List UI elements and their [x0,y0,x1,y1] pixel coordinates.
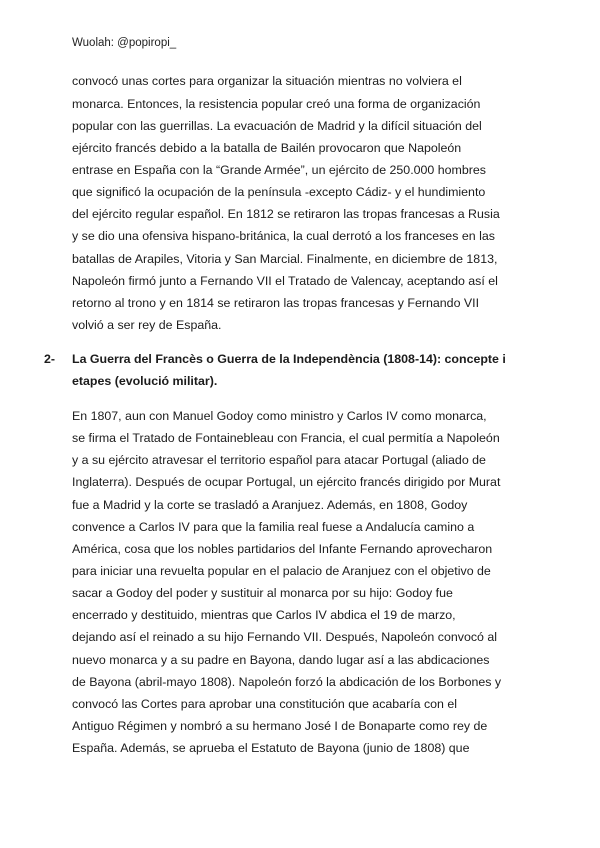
text-line: volvió a ser rey de España. [72,318,222,332]
text-line: se firma el Tratado de Fontainebleau con Francia, el cual permitía a Napoleón [72,431,500,445]
text-line: nuevo monarca y a su padre en Bayona, dando lugar así a las abdicaciones [72,653,490,667]
watermark: Wuolah: @popiropi_ [72,37,177,49]
text-line: para iniciar una revuelta popular en el palacio de Aranjuez con el objetivo de [72,564,491,578]
text-line: Antiguo Régimen y nombró a su hermano José I de Bonaparte como rey de [72,719,488,733]
text-line: En 1807, aun con Manuel Godoy como ministro y Carlos IV como monarca, [72,409,487,423]
text-line: que significó la ocupación de la península -excepto Cádiz- y el hundimiento [72,185,486,199]
text-line: entrase en España con la “Grande Armée”, un ejército de 250.000 hombres [72,163,486,177]
section-heading [44,352,506,366]
text-line: fue a Madrid y la corte se trasladó a Aranjuez. Además, en 1808, Godoy [72,498,468,512]
section-title-continued: etapes (evolució militar). [72,374,218,388]
text-line: sacar a Godoy del poder y sustituir al monarca por su hijo: Godoy fue [72,586,453,600]
text-line: monarca. Entonces, la resistencia popular creó una forma de organización [72,97,481,111]
text-line: convence a Carlos IV para que la familia real fuese a Andalucía camino a [72,520,475,534]
text-line: y se dio una ofensiva hispano-británica, la cual derrotó a los franceses en las [72,229,495,243]
text-line: de Bayona (abril-mayo 1808). Napoleón forzó la abdicación de los Borbones y [72,675,502,689]
section-number: 2- [44,352,56,366]
text-line: convocó unas cortes para organizar la situación mientras no volviera el [72,74,462,88]
text-line: encerrado y destituido, mientras que Carlos IV abdica el 19 de marzo, [72,608,456,622]
text-line: retorno al trono y en 1814 se retiraron las tropas francesas y Fernando VII [72,296,480,310]
text-line: Napoleón firmó junto a Fernando VII el Tratado de Valencay, aceptando así el [72,274,498,288]
text-line: popular con las guerrillas. La evacuación de Madrid y la difícil situación del [72,119,482,133]
text-line: del ejército regular español. En 1812 se retiraron las tropas francesas a Rusia [72,207,500,221]
text-line: batallas de Arapiles, Vitoria y San Marcial. Finalmente, en diciembre de 1813, [72,252,498,266]
text-line: dejando así el reinado a su hijo Fernando VII. Después, Napoleón convocó al [72,630,498,644]
text-line: América, cosa que los nobles partidarios del Infante Fernando aprovecharon [72,542,493,556]
text-line: ejército francés debido a la batalla de Bailén provocaron que Napoleón [72,141,462,155]
section-title: La Guerra del Francès o Guerra de la Independència (1808-14): concepte i [72,352,506,366]
text-line: España. Además, se aprueba el Estatuto de Bayona (junio de 1808) que [72,741,470,755]
text-line: y a su ejército atravesar el territorio español para atacar Portugal (aliado de [72,453,486,467]
text-line: Inglaterra). Después de ocupar Portugal, un ejército francés dirigido por Murat [72,475,501,489]
text-line: convocó las Cortes para aprobar una constitución que acabaría con el [72,697,458,711]
